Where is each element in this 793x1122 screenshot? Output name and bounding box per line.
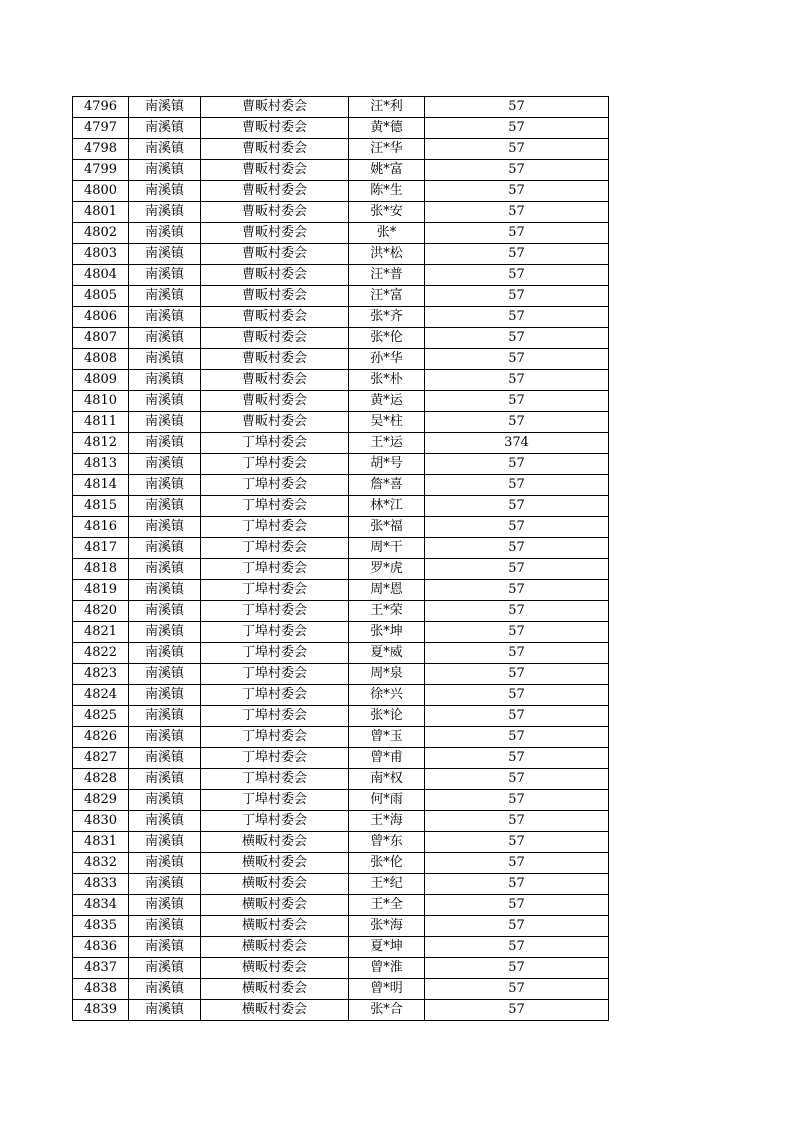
- person-name-cell: 黄*运: [349, 391, 425, 412]
- person-name-cell: 周*泉: [349, 664, 425, 685]
- amount-cell: 57: [425, 265, 609, 286]
- village-committee-cell: 丁埠村委会: [201, 496, 349, 517]
- person-name-cell: 汪*利: [349, 97, 425, 118]
- amount-cell: 57: [425, 790, 609, 811]
- person-name-cell: 夏*坤: [349, 937, 425, 958]
- row-number-cell: 4824: [73, 685, 129, 706]
- person-name-cell: 胡*号: [349, 454, 425, 475]
- amount-cell: 57: [425, 622, 609, 643]
- village-committee-cell: 丁埠村委会: [201, 601, 349, 622]
- amount-cell: 57: [425, 874, 609, 895]
- amount-cell: 57: [425, 391, 609, 412]
- town-cell: 南溪镇: [129, 286, 201, 307]
- person-name-cell: 张*福: [349, 517, 425, 538]
- row-number-cell: 4831: [73, 832, 129, 853]
- person-name-cell: 张*坤: [349, 622, 425, 643]
- village-committee-cell: 曹畈村委会: [201, 307, 349, 328]
- amount-cell: 57: [425, 244, 609, 265]
- town-cell: 南溪镇: [129, 265, 201, 286]
- amount-cell: 57: [425, 139, 609, 160]
- row-number-cell: 4797: [73, 118, 129, 139]
- row-number-cell: 4805: [73, 286, 129, 307]
- row-number-cell: 4839: [73, 1000, 129, 1021]
- town-cell: 南溪镇: [129, 622, 201, 643]
- table-row: [73, 118, 609, 139]
- person-name-cell: 王*运: [349, 433, 425, 454]
- amount-cell: 57: [425, 181, 609, 202]
- village-committee-cell: 曹畈村委会: [201, 202, 349, 223]
- table-row: [73, 433, 609, 454]
- table-body: [73, 97, 609, 1021]
- town-cell: 南溪镇: [129, 748, 201, 769]
- amount-cell: 57: [425, 328, 609, 349]
- table-row: [73, 244, 609, 265]
- person-name-cell: 罗*虎: [349, 559, 425, 580]
- table-row: [73, 538, 609, 559]
- person-name-cell: 汪*富: [349, 286, 425, 307]
- village-committee-cell: 丁埠村委会: [201, 622, 349, 643]
- town-cell: 南溪镇: [129, 664, 201, 685]
- person-name-cell: 张*伦: [349, 328, 425, 349]
- village-committee-cell: 丁埠村委会: [201, 727, 349, 748]
- row-number-cell: 4809: [73, 370, 129, 391]
- town-cell: 南溪镇: [129, 454, 201, 475]
- table-row: [73, 895, 609, 916]
- row-number-cell: 4828: [73, 769, 129, 790]
- row-number-cell: 4821: [73, 622, 129, 643]
- village-committee-cell: 丁埠村委会: [201, 580, 349, 601]
- village-committee-cell: 丁埠村委会: [201, 790, 349, 811]
- person-name-cell: 曾*淮: [349, 958, 425, 979]
- row-number-cell: 4815: [73, 496, 129, 517]
- row-number-cell: 4802: [73, 223, 129, 244]
- table-row: [73, 202, 609, 223]
- village-committee-cell: 曹畈村委会: [201, 349, 349, 370]
- village-committee-cell: 曹畈村委会: [201, 118, 349, 139]
- town-cell: 南溪镇: [129, 370, 201, 391]
- amount-cell: 57: [425, 517, 609, 538]
- row-number-cell: 4817: [73, 538, 129, 559]
- village-committee-cell: 横畈村委会: [201, 1000, 349, 1021]
- row-number-cell: 4836: [73, 937, 129, 958]
- person-name-cell: 张*齐: [349, 307, 425, 328]
- row-number-cell: 4803: [73, 244, 129, 265]
- amount-cell: 57: [425, 685, 609, 706]
- town-cell: 南溪镇: [129, 118, 201, 139]
- table-row: [73, 496, 609, 517]
- amount-cell: 57: [425, 727, 609, 748]
- table-row: [73, 874, 609, 895]
- table-row: [73, 748, 609, 769]
- row-number-cell: 4819: [73, 580, 129, 601]
- person-name-cell: 徐*兴: [349, 685, 425, 706]
- data-table: [72, 96, 609, 1021]
- table-row: [73, 643, 609, 664]
- town-cell: 南溪镇: [129, 580, 201, 601]
- village-committee-cell: 丁埠村委会: [201, 664, 349, 685]
- person-name-cell: 黄*德: [349, 118, 425, 139]
- village-committee-cell: 丁埠村委会: [201, 643, 349, 664]
- town-cell: 南溪镇: [129, 643, 201, 664]
- row-number-cell: 4818: [73, 559, 129, 580]
- village-committee-cell: 曹畈村委会: [201, 244, 349, 265]
- village-committee-cell: 丁埠村委会: [201, 811, 349, 832]
- row-number-cell: 4832: [73, 853, 129, 874]
- table-row: [73, 391, 609, 412]
- town-cell: 南溪镇: [129, 685, 201, 706]
- person-name-cell: 姚*富: [349, 160, 425, 181]
- row-number-cell: 4823: [73, 664, 129, 685]
- row-number-cell: 4800: [73, 181, 129, 202]
- village-committee-cell: 曹畈村委会: [201, 97, 349, 118]
- town-cell: 南溪镇: [129, 769, 201, 790]
- person-name-cell: 汪*普: [349, 265, 425, 286]
- table-row: [73, 811, 609, 832]
- amount-cell: 57: [425, 454, 609, 475]
- row-number-cell: 4833: [73, 874, 129, 895]
- row-number-cell: 4825: [73, 706, 129, 727]
- village-committee-cell: 丁埠村委会: [201, 475, 349, 496]
- row-number-cell: 4813: [73, 454, 129, 475]
- row-number-cell: 4837: [73, 958, 129, 979]
- table-row: [73, 517, 609, 538]
- amount-cell: 57: [425, 706, 609, 727]
- person-name-cell: 周*恩: [349, 580, 425, 601]
- town-cell: 南溪镇: [129, 517, 201, 538]
- village-committee-cell: 横畈村委会: [201, 874, 349, 895]
- table-row: [73, 181, 609, 202]
- town-cell: 南溪镇: [129, 958, 201, 979]
- person-name-cell: 汪*华: [349, 139, 425, 160]
- amount-cell: 57: [425, 160, 609, 181]
- amount-cell: 57: [425, 1000, 609, 1021]
- person-name-cell: 林*江: [349, 496, 425, 517]
- amount-cell: 57: [425, 769, 609, 790]
- row-number-cell: 4822: [73, 643, 129, 664]
- table-row: [73, 1000, 609, 1021]
- village-committee-cell: 横畈村委会: [201, 916, 349, 937]
- town-cell: 南溪镇: [129, 97, 201, 118]
- village-committee-cell: 曹畈村委会: [201, 286, 349, 307]
- table-row: [73, 622, 609, 643]
- town-cell: 南溪镇: [129, 433, 201, 454]
- town-cell: 南溪镇: [129, 475, 201, 496]
- row-number-cell: 4806: [73, 307, 129, 328]
- row-number-cell: 4838: [73, 979, 129, 1000]
- person-name-cell: 曾*明: [349, 979, 425, 1000]
- amount-cell: 57: [425, 475, 609, 496]
- table-row: [73, 832, 609, 853]
- town-cell: 南溪镇: [129, 790, 201, 811]
- table-row: [73, 139, 609, 160]
- amount-cell: 57: [425, 895, 609, 916]
- village-committee-cell: 横畈村委会: [201, 853, 349, 874]
- village-committee-cell: 曹畈村委会: [201, 223, 349, 244]
- person-name-cell: 王*纪: [349, 874, 425, 895]
- person-name-cell: 王*全: [349, 895, 425, 916]
- village-committee-cell: 丁埠村委会: [201, 769, 349, 790]
- village-committee-cell: 曹畈村委会: [201, 391, 349, 412]
- amount-cell: 57: [425, 601, 609, 622]
- amount-cell: 57: [425, 979, 609, 1000]
- village-committee-cell: 丁埠村委会: [201, 748, 349, 769]
- table-row: [73, 706, 609, 727]
- person-name-cell: 南*权: [349, 769, 425, 790]
- row-number-cell: 4814: [73, 475, 129, 496]
- amount-cell: 57: [425, 97, 609, 118]
- amount-cell: 57: [425, 580, 609, 601]
- person-name-cell: 曾*玉: [349, 727, 425, 748]
- person-name-cell: 张*朴: [349, 370, 425, 391]
- amount-cell: 57: [425, 958, 609, 979]
- table-row: [73, 769, 609, 790]
- table-row: [73, 601, 609, 622]
- village-committee-cell: 丁埠村委会: [201, 433, 349, 454]
- village-committee-cell: 丁埠村委会: [201, 559, 349, 580]
- row-number-cell: 4827: [73, 748, 129, 769]
- table-row: [73, 727, 609, 748]
- table-row: [73, 265, 609, 286]
- row-number-cell: 4834: [73, 895, 129, 916]
- town-cell: 南溪镇: [129, 916, 201, 937]
- village-committee-cell: 曹畈村委会: [201, 265, 349, 286]
- table-row: [73, 412, 609, 433]
- town-cell: 南溪镇: [129, 559, 201, 580]
- amount-cell: 57: [425, 748, 609, 769]
- table-row: [73, 286, 609, 307]
- row-number-cell: 4808: [73, 349, 129, 370]
- town-cell: 南溪镇: [129, 223, 201, 244]
- row-number-cell: 4801: [73, 202, 129, 223]
- town-cell: 南溪镇: [129, 496, 201, 517]
- amount-cell: 57: [425, 664, 609, 685]
- row-number-cell: 4826: [73, 727, 129, 748]
- person-name-cell: 洪*松: [349, 244, 425, 265]
- village-committee-cell: 曹畈村委会: [201, 328, 349, 349]
- village-committee-cell: 横畈村委会: [201, 937, 349, 958]
- amount-cell: 57: [425, 643, 609, 664]
- town-cell: 南溪镇: [129, 1000, 201, 1021]
- row-number-cell: 4816: [73, 517, 129, 538]
- amount-cell: 57: [425, 937, 609, 958]
- town-cell: 南溪镇: [129, 391, 201, 412]
- amount-cell: 57: [425, 559, 609, 580]
- person-name-cell: 曾*东: [349, 832, 425, 853]
- person-name-cell: 曾*甫: [349, 748, 425, 769]
- row-number-cell: 4820: [73, 601, 129, 622]
- village-committee-cell: 丁埠村委会: [201, 517, 349, 538]
- amount-cell: 57: [425, 223, 609, 244]
- row-number-cell: 4804: [73, 265, 129, 286]
- table-row: [73, 916, 609, 937]
- person-name-cell: 张*论: [349, 706, 425, 727]
- amount-cell: 57: [425, 853, 609, 874]
- table-row: [73, 958, 609, 979]
- row-number-cell: 4807: [73, 328, 129, 349]
- person-name-cell: 周*干: [349, 538, 425, 559]
- table-row: [73, 559, 609, 580]
- table-row: [73, 664, 609, 685]
- town-cell: 南溪镇: [129, 937, 201, 958]
- amount-cell: 57: [425, 202, 609, 223]
- town-cell: 南溪镇: [129, 244, 201, 265]
- table-row: [73, 370, 609, 391]
- person-name-cell: 陈*生: [349, 181, 425, 202]
- town-cell: 南溪镇: [129, 853, 201, 874]
- table-row: [73, 349, 609, 370]
- amount-cell: 57: [425, 349, 609, 370]
- table-row: [73, 979, 609, 1000]
- table-row: [73, 454, 609, 475]
- table-row: [73, 160, 609, 181]
- table-row: [73, 790, 609, 811]
- town-cell: 南溪镇: [129, 601, 201, 622]
- person-name-cell: 詹*喜: [349, 475, 425, 496]
- amount-cell: 57: [425, 286, 609, 307]
- amount-cell: 57: [425, 370, 609, 391]
- town-cell: 南溪镇: [129, 832, 201, 853]
- row-number-cell: 4810: [73, 391, 129, 412]
- row-number-cell: 4799: [73, 160, 129, 181]
- person-name-cell: 孙*华: [349, 349, 425, 370]
- table-row: [73, 97, 609, 118]
- person-name-cell: 张*合: [349, 1000, 425, 1021]
- town-cell: 南溪镇: [129, 706, 201, 727]
- row-number-cell: 4835: [73, 916, 129, 937]
- town-cell: 南溪镇: [129, 727, 201, 748]
- row-number-cell: 4829: [73, 790, 129, 811]
- person-name-cell: 夏*威: [349, 643, 425, 664]
- amount-cell: 57: [425, 538, 609, 559]
- town-cell: 南溪镇: [129, 139, 201, 160]
- town-cell: 南溪镇: [129, 412, 201, 433]
- town-cell: 南溪镇: [129, 874, 201, 895]
- amount-cell: 57: [425, 496, 609, 517]
- person-name-cell: 王*荣: [349, 601, 425, 622]
- row-number-cell: 4796: [73, 97, 129, 118]
- town-cell: 南溪镇: [129, 349, 201, 370]
- village-committee-cell: 曹畈村委会: [201, 160, 349, 181]
- person-name-cell: 王*海: [349, 811, 425, 832]
- person-name-cell: 吴*柱: [349, 412, 425, 433]
- person-name-cell: 张*安: [349, 202, 425, 223]
- village-committee-cell: 横畈村委会: [201, 958, 349, 979]
- village-committee-cell: 丁埠村委会: [201, 685, 349, 706]
- table-row: [73, 307, 609, 328]
- village-committee-cell: 丁埠村委会: [201, 706, 349, 727]
- village-committee-cell: 曹畈村委会: [201, 370, 349, 391]
- town-cell: 南溪镇: [129, 202, 201, 223]
- table-row: [73, 937, 609, 958]
- amount-cell: 57: [425, 832, 609, 853]
- row-number-cell: 4812: [73, 433, 129, 454]
- person-name-cell: 张*海: [349, 916, 425, 937]
- village-committee-cell: 横畈村委会: [201, 895, 349, 916]
- row-number-cell: 4830: [73, 811, 129, 832]
- person-name-cell: 张*: [349, 223, 425, 244]
- amount-cell: 57: [425, 307, 609, 328]
- town-cell: 南溪镇: [129, 811, 201, 832]
- village-committee-cell: 丁埠村委会: [201, 454, 349, 475]
- village-committee-cell: 曹畈村委会: [201, 181, 349, 202]
- town-cell: 南溪镇: [129, 328, 201, 349]
- town-cell: 南溪镇: [129, 181, 201, 202]
- village-committee-cell: 横畈村委会: [201, 979, 349, 1000]
- amount-cell: 57: [425, 412, 609, 433]
- town-cell: 南溪镇: [129, 160, 201, 181]
- amount-cell: 57: [425, 811, 609, 832]
- village-committee-cell: 曹畈村委会: [201, 139, 349, 160]
- table-row: [73, 580, 609, 601]
- table-row: [73, 223, 609, 244]
- amount-cell: 57: [425, 118, 609, 139]
- town-cell: 南溪镇: [129, 307, 201, 328]
- person-name-cell: 何*雨: [349, 790, 425, 811]
- village-committee-cell: 曹畈村委会: [201, 412, 349, 433]
- table-row: [73, 853, 609, 874]
- village-committee-cell: 丁埠村委会: [201, 538, 349, 559]
- row-number-cell: 4811: [73, 412, 129, 433]
- amount-cell: 374: [425, 433, 609, 454]
- table-row: [73, 475, 609, 496]
- person-name-cell: 张*伦: [349, 853, 425, 874]
- town-cell: 南溪镇: [129, 538, 201, 559]
- row-number-cell: 4798: [73, 139, 129, 160]
- table-row: [73, 685, 609, 706]
- table-row: [73, 328, 609, 349]
- village-committee-cell: 横畈村委会: [201, 832, 349, 853]
- town-cell: 南溪镇: [129, 895, 201, 916]
- town-cell: 南溪镇: [129, 979, 201, 1000]
- amount-cell: 57: [425, 916, 609, 937]
